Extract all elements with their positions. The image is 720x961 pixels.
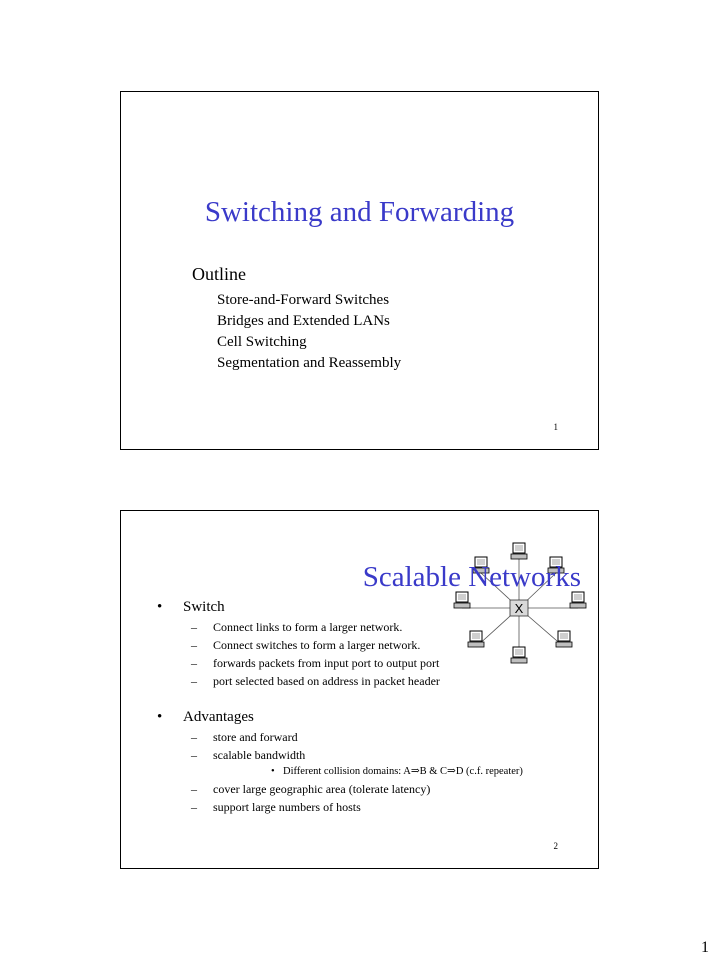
slide-1-title: Switching and Forwarding <box>204 196 515 228</box>
slide-1 <box>120 91 599 450</box>
switch-bullet-label: Switch <box>183 599 225 615</box>
computer-icon <box>556 631 572 647</box>
outline-item: Segmentation and Reassembly <box>217 355 402 371</box>
slide-2-title: Scalable Networks <box>362 561 581 593</box>
advantages-bullet <box>157 709 523 816</box>
switch-subitem: – forwards packets from input port to output port <box>183 654 440 672</box>
slide-1-number: 1 <box>553 422 558 432</box>
advantages-subitem: – support large numbers of hosts <box>183 798 523 816</box>
outline-item: Store-and-Forward Switches <box>217 292 390 308</box>
switch-hub <box>510 600 528 616</box>
outline-item: Cell Switching <box>217 334 307 350</box>
computer-icon <box>454 592 470 608</box>
switch-bullet <box>157 599 440 690</box>
page-number: 1 <box>701 939 709 956</box>
advantages-subitem <box>183 746 523 780</box>
slide-2 <box>120 510 599 869</box>
switch-subitem: – Connect switches to form a larger network. <box>183 636 440 654</box>
advantages-bullet-label: Advantages <box>183 709 254 725</box>
advantages-subitem: – store and forward <box>183 728 523 746</box>
computer-icon <box>468 631 484 647</box>
advantages-subsubitem: • Different collision domains: A⇒B & C⇒D (c.f. repeater) <box>213 764 523 780</box>
advantages-bullet-group <box>157 709 523 816</box>
outline-item: Bridges and Extended LANs <box>217 313 390 329</box>
outline-heading: Outline <box>192 264 246 284</box>
advantages-subitem: – cover large geographic area (tolerate latency) <box>183 780 523 798</box>
switch-subitem: – Connect links to form a larger network. <box>183 618 440 636</box>
outline-list <box>217 291 401 375</box>
computer-icon <box>511 647 527 663</box>
advantages-subitem-label: scalable bandwidth <box>213 748 306 762</box>
slide-2-number: 2 <box>553 841 558 851</box>
switch-subitem: – port selected based on address in packet header <box>183 672 440 690</box>
computer-icon <box>570 592 586 608</box>
switch-bullet-group <box>157 599 440 690</box>
computer-icon <box>511 543 527 559</box>
switch-label: X <box>514 601 524 616</box>
network-diagram <box>446 531 596 691</box>
